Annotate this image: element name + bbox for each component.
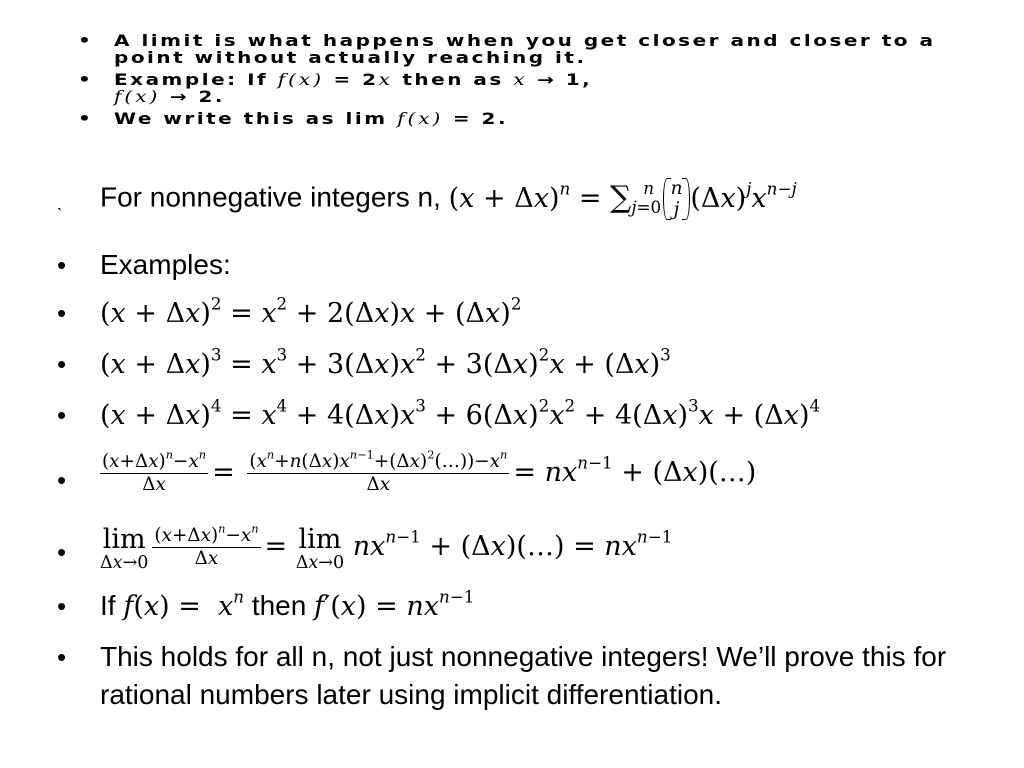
bullet-power-rule [55, 586, 1005, 624]
power-rule-derivative: $f'(x) = nx^{n-1}$ [314, 586, 475, 622]
bullet-glyph: • [57, 400, 67, 430]
binomial-text: For nonnegative integers n, [100, 181, 441, 213]
bullet-glyph: • [78, 31, 94, 50]
bullet-square-expansion [55, 293, 1005, 331]
notation-text: We write this as lim f(x) = 2. [114, 109, 509, 128]
bullet-glyph: • [78, 109, 94, 128]
example-text: Example: If f(x) = 2x then as x → 1, f(x) → 2. [114, 70, 593, 107]
bullet-binomial-theorem [55, 178, 1005, 236]
power-rule-then: then [251, 590, 307, 621]
top-bullet-item [78, 110, 978, 127]
general-n-text: This holds for all n, not just nonnegative integers! We’ll prove this for rational numbers later using implicit differentiation. [100, 641, 947, 710]
power-rule-function: $f(x) = x^n$ [123, 586, 245, 622]
top-bullet-item [78, 32, 978, 66]
top-bullet-list [78, 32, 978, 132]
bullet-glyph: • [57, 591, 67, 621]
examples-label: Examples: [100, 249, 231, 280]
limit-definition-text: A limit is what happens when you get closer and closer to a point without actually reaching it. [114, 31, 936, 68]
cube-expansion: $(x + \Delta x)^3 = x^3 + 3(\Delta x)x^2 + 3(\Delta x)^2x + (\Delta x)^3$ [100, 344, 671, 380]
bullet-glyph: • [57, 349, 67, 379]
bullet-cube-expansion [55, 344, 1005, 382]
binomial-formula: $(x + \Delta x)^n = \sum_{j=0}^n$ n j $(\Delta x)^jx^{n-j}$ [448, 178, 797, 221]
limit-derivative: lim Δx→0 $\frac{(x+\Delta x)^n-x^n}{\Delta x}$ = lim Δx→0 $nx^{n-1}$ + (Δx)(…) = $nx^{n-1}$ [100, 521, 673, 573]
bullet-general-n [55, 638, 1005, 714]
bullet-glyph: • [57, 250, 67, 280]
bullet-glyph: • [57, 642, 67, 672]
bullet-glyph: • [78, 70, 94, 89]
difference-quotient: $\frac{(x+\Delta x)^n-x^n}{\Delta x}$ = $\frac{(x^n+n(\Delta x)x^{n-1}+(\Delta x)^2(\dots))-x^n}{\Delta x}$ = $nx^{n-1}$ + (Δx)(…) [102, 447, 757, 496]
bullet-difference-quotient [55, 447, 1005, 507]
bullet-examples [55, 248, 1005, 282]
bullet-glyph: • [57, 465, 67, 495]
square-expansion: $(x + \Delta x)^2 = x^2 + 2(\Delta x)x + (\Delta x)^2$ [100, 293, 522, 329]
bullet-glyph: • [57, 537, 67, 567]
bullet-limit-derivative [55, 521, 1005, 583]
bullet-fourth-expansion [55, 395, 1005, 433]
top-bullet-item [78, 71, 978, 105]
bullet-glyph: ˎ [57, 191, 63, 211]
power-rule-if: If [100, 590, 116, 621]
fourth-power-expansion: $(x + \Delta x)^4 = x^4 + 4(\Delta x)x^3 + 6(\Delta x)^2x^2 + 4(\Delta x)^3x + (\Delta x)^4$ [100, 395, 821, 431]
main-bullet-list [55, 178, 1005, 714]
bullet-glyph: • [57, 298, 67, 328]
